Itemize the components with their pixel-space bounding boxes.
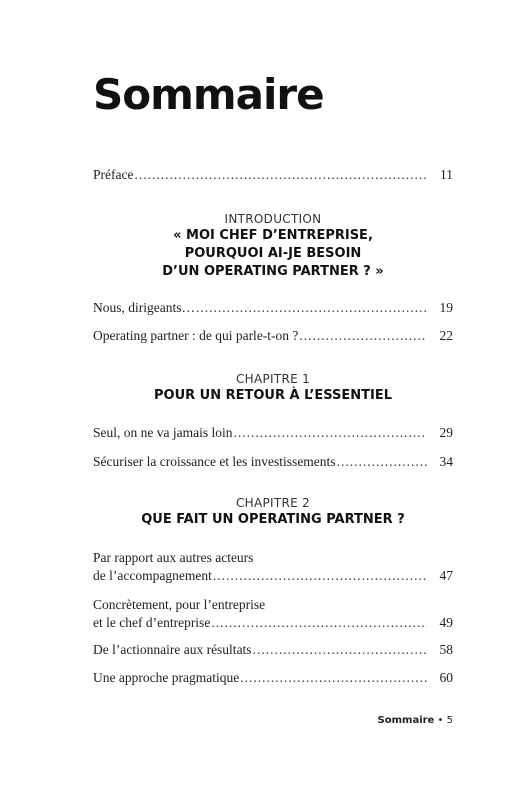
toc-entry-seul xyxy=(93,424,453,442)
toc-entry-concretement xyxy=(93,596,453,632)
toc-page-number: 29 xyxy=(439,425,453,440)
section-title-line: D’UN OPERATING PARTNER ? » xyxy=(162,264,384,279)
dot-leader xyxy=(211,614,427,632)
toc-entry-actionnaire xyxy=(93,641,453,659)
toc-entry-label-line: Par rapport aux autres acteurs xyxy=(93,550,254,565)
toc-page-number: 49 xyxy=(439,615,453,630)
dot-leader xyxy=(213,567,427,585)
dot-leader xyxy=(196,299,427,317)
section-kicker: CHAPITRE 2 xyxy=(235,496,311,510)
toc-page-number: 22 xyxy=(439,328,453,343)
section-title-line: POUR UN RETOUR À L’ESSENTIEL xyxy=(153,388,392,403)
toc-entry-label: De l’actionnaire aux résultats xyxy=(93,642,252,657)
toc-page-number: 34 xyxy=(439,454,453,469)
toc-entry-dirigeants xyxy=(93,299,453,317)
dot-leader xyxy=(337,453,427,471)
toc-page-number: 47 xyxy=(439,568,453,583)
toc-entry-label-line: Concrètement, pour l’entreprise xyxy=(93,597,266,612)
dot-leader xyxy=(253,641,427,659)
running-footer xyxy=(378,715,453,726)
section-kicker: CHAPITRE 1 xyxy=(235,372,311,386)
dot-leader xyxy=(240,669,427,687)
toc-entry-approche xyxy=(93,669,453,687)
section-heading-chapitre-2 xyxy=(93,496,453,529)
toc-entry-label: Seul, on ne va jamais loin xyxy=(93,425,233,440)
toc-entry-label: Operating partner : de qui parle-t-on ? xyxy=(93,328,299,343)
footer-page-number: 5 xyxy=(446,715,453,726)
toc-entry-label: Nous, dirigeants… xyxy=(93,300,195,315)
page-title: Sommaire xyxy=(93,70,324,119)
section-title-line: « MOI CHEF D’ENTREPRISE, xyxy=(173,228,373,243)
toc-entry-preface xyxy=(93,166,453,184)
section-heading-introduction xyxy=(93,212,453,281)
footer-separator: • xyxy=(437,715,444,726)
toc-page-number: 19 xyxy=(439,300,453,315)
toc-entry-securiser xyxy=(93,453,453,471)
toc-page-number: 60 xyxy=(439,670,453,685)
toc-entry-label: de l’accompagnement xyxy=(93,568,212,583)
toc-entry-label: Sécuriser la croissance et les investissements xyxy=(93,454,336,469)
section-heading-chapitre-1 xyxy=(93,372,453,405)
toc-entry-label: Une approche pragmatique xyxy=(93,670,240,685)
toc-entry-acteurs xyxy=(93,549,453,585)
footer-label: Sommaire xyxy=(377,715,435,726)
dot-leader xyxy=(134,166,427,184)
toc-page-number: 58 xyxy=(439,642,453,657)
toc-entry-label: Préface xyxy=(93,167,134,182)
dot-leader xyxy=(233,424,427,442)
toc-page-number: 11 xyxy=(440,167,453,182)
section-title-line: POURQUOI AI-JE BESOIN xyxy=(184,246,362,261)
section-kicker: INTRODUCTION xyxy=(224,212,322,226)
toc-entry-label: et le chef d’entreprise xyxy=(93,615,211,630)
dot-leader xyxy=(299,327,427,345)
section-title-line: QUE FAIT UN OPERATING PARTNER ? xyxy=(141,512,405,527)
toc-entry-operating-partner xyxy=(93,327,453,345)
